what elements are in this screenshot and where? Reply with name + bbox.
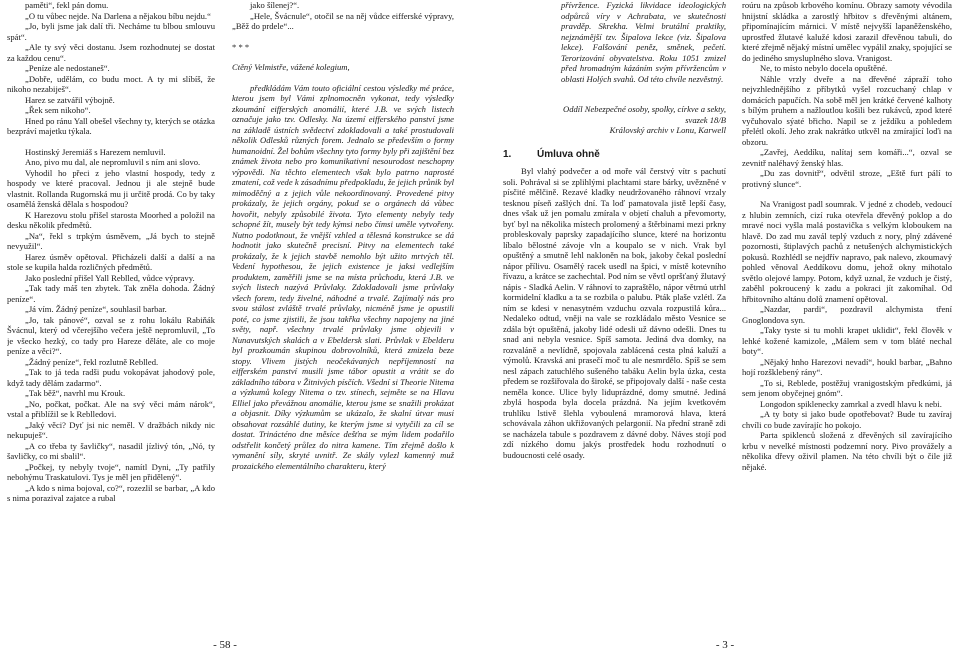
paragraph: „Nazdar, pardi“, pozdravil alchymista tření Gnoglondova syn. <box>742 304 952 325</box>
archive-entry-text: přívržence. Fyzická likvidace ideologických odpůrců víry v Achrabata, ve skutečnosti pravděp. Skrekha. Velmi brutální praktiky, nejznámější tzv. Šipalova lekce (viz. Šipalova lekce). Falšování peněz, směnek, pečetí. Terorizování obyvatelstva. Roku 1051 zmizel před hromadným kázáním svým přívržencům v oblasti Holých svahů. Od této chvíle nezvěstný. <box>561 0 726 84</box>
paragraph: Na Vranigost padl soumrak. V jedné z chodeb, vedoucí z hlubin zemních, cizí ruka otevřela dřevěný poklop a do mravé noci vyšla malá postavička s velkým kloboukem na hlavě. Do zad mu zavál teplý vzduch z nory, plný zdávené pozornosti, štiplavých pachů z netušených alchymistických pokusů. Rozhlédl se nejdřív napravo, pak nalevo, zkoumavý pohled věnoval Aeddíkovu domu, jehož okny mihotalo světlo olejové lampy. Potom, když uznal, že vzduch je čistý, zaběhl pokroucený k zadu a pokraci jít zakomíhal. Od hřbitovního altánu dolů znamení opětoval. <box>742 199 952 304</box>
right-page <box>480 0 960 656</box>
paragraph: Parta spiklenců složená z dřevěných sil zavírajícího krbu v nevelké místnosti podzemní nory. Pivo provážely a několika dřevy oživil plamen. Na této chvíli být o čile již nějaké. <box>742 430 952 472</box>
paragraph: „O tu vůbec nejde. Na Darlena a nějakou bíbu nejdu.“ <box>25 10 211 21</box>
paragraph: roúru na způsob krbového komínu. Obrazy samoty vévodila hnijstní skládka a zarostlý hřbitov s dřevěnými altánem, připomínajícím márnici. V místě nejvyšší lapaněženského, uprostřed žlutavé kalužé kdosi zarazil dřevěnou tabuli, do které zřejmě nějaký místní umělec vypálil znaky, spojující se do jediného smysluplného slova. Vranigost. <box>742 0 952 63</box>
section-divider-stars: * * * <box>232 41 250 52</box>
paragraph: Byl vlahý podvečer a od moře vál čerstvý vítr s pachutí soli. Pohrával si se zplihlými plachtami stare bárky, uvězněné v písčité mělčině. Rezavé kladky neudržovaného ráhnoví vrzaly tesknou píseň zašlých dní. Ta loď pamatovala jistě lepší časy, dnes však už jen pomalu zmírala v objetí chaluh a převomorty, byť byl na několika místech prolomený a štěrbinami mezi prkny probleskovaly paprsky zapadajícího slunce, které na horizontu líbalo bělostné závoje vln a koupalo se v nich. Vrak byl opuštěný a smutně lehl nakloněn na bok, jakoby čekal poslední nápor přílivu. Osamělý racek usedl na špici, v místě kotevního řívazu, a krátce se zachechtal. Pod ním se věvtl opršťaný žlutavý nápis - Sladká Aelin. V ráhnoví to zapraštělo, nápor větrnú utrhl kormidelní kladku a ta se rozbila o palubu. Pták plaše vzlétl. Za ním se kdesi v nenasytném vzduchu ozvala rozpustilá kůra... Nedaleko odtud, vněji na vale se rozkládalo město Vesnice se zdála být opuštěná, jakoby lidé odesli už dávno odešli. Dnes tu snad ani nebyla vesnice. Spíš samota. Jediná dva domky, na rozvaláně a nevlídně, spojovala zablácená cesta plná kaluží a výmolů. Kravská ani prasečí moč tu ale nesmrdělo. Spíš se sem nesl zápach zatuchlého sušeného tabáku Aelin byla úzka, cesta předem se rozšiřovala do široké, se připojovaly další - naše cesta neměla konce. Ulice byly liduprázdné, domy smutné. Jediná zbylá hospoda byla docela prázdná. Na jejím kvetkovém truhlíku lstivě šlehla vyboulená mramorová hlava, která schovávala záhon ukřižovaných pelargonií. Na přední straně zdi se nacházela tabule s pozdravem z dávné doby. Náves stojí pod zdí nízkého domu jakýs prostředek hodu rozhodnutí o budoucnosti celé osady. <box>503 166 726 460</box>
paragraph: Ne, to místo nebylo docela opuštěné. <box>760 63 888 73</box>
paragraph: „Na“, řekl s trpkým úsměvem, „Já bych to stejně nevyužil“. <box>7 230 215 251</box>
paragraph: „Dobře, udělám, co budu moct. A ty mi slíbíš, že nikoho nezabiješ“. <box>7 73 215 94</box>
paragraph: K Harezovu stolu přišel starosta Moorhed a položil na desku několik předmětů. <box>7 209 215 230</box>
paragraph-gap <box>232 32 454 42</box>
paragraph: „Ale ty svý věci dostanu. Jsem rozhodnutej se dostat za každou cenu“. <box>7 42 215 63</box>
paragraph-gap <box>7 137 215 147</box>
paragraph-gap <box>503 94 726 104</box>
chapter-number: 1. <box>503 148 512 160</box>
chapter-title: Úmluva ohně <box>537 148 600 160</box>
archive-citation: Oddíl Nebezpečné osoby, spolky, církve a sekty, <box>563 104 726 114</box>
paragraph: paměti“, fekl pán domu. <box>25 0 109 10</box>
paragraph: „Jo, tak pánové“, ozval se z rohu lokálu Rabiňák Švácnul, který od včerejšího večera ještě nepromluvil, „To je všecko hezký, co tady pro Hareze děláte, ale co moje peníze a věci?“. <box>7 314 215 356</box>
paragraph: Jako poslední přišel Yall Reblled, vůdce výpravy. <box>25 272 195 283</box>
paragraph: „Jo, byli jsme jak dalí tři. Necháme tu blbou smlouvu spát“. <box>7 21 215 42</box>
paragraph: „Peníze ale nedostaneš“. <box>25 63 110 73</box>
paragraph-gap <box>232 52 454 62</box>
paragraph: „Jaký věci? Dyť jsi nic neměl. V dražbách nikdy nic nekupuješ“. <box>7 419 215 440</box>
paragraph: „Hele, Švácnule“, otočil se na něj vůdce eifferské výpravy, „Běž do prdele“... <box>232 10 454 31</box>
paragraph: Harez se zatvářil výbojně. <box>25 94 115 105</box>
archive-citation: svazek 18/B <box>685 114 726 125</box>
paragraph: Hostinský Jeremiáš s Harezem nemluvil. <box>25 146 166 157</box>
paragraph: Ano, pivo mu dal, ale nepromluvil s ním ani slovo. <box>25 157 201 167</box>
paragraph: Hned po ránu Yall obešel všechny ty, kterých se otázka bezpráví majetku týkala. <box>7 115 215 136</box>
paragraph: „Tak to já teda radši pudu vokopávat jahodový pole, když tady dělám zadarmo“. <box>7 367 215 388</box>
paragraph: „A kdo s nima bojoval, co?“, rozezlil se barbar, „A kdo s nima porazival zajatce a rubal <box>7 482 215 503</box>
chapter-heading <box>503 150 726 161</box>
paragraph: „Žádný peníze“, řekl rozlutně Reblled. <box>25 356 159 367</box>
right-page-column-1 <box>503 0 726 628</box>
paragraph: „Nějaký hnho Harezovi nevadí“, houkl barbar, „Bahno hojí rozšklebený rány“. <box>742 356 952 377</box>
paragraph-gap <box>742 189 952 199</box>
paragraph: „To si, Reblede, postěžuj vranigostským předkúmi, já sem jenom obyčejnej gnóm“. <box>742 377 952 398</box>
paragraph-gap <box>503 136 726 146</box>
paragraph: Vyhodil ho přeci z jeho vlastní hospody, tedy z hospody ve které pracoval. Jednou ji ale stejně bude vlastnit. Rollanda Rugornská mu ji určitě prodá. Co by taky osamělá ženská dělala s hospodou? <box>7 167 215 209</box>
paragraph: „A co třeba ty šavličky“, nasadil jízlivý tón, „Nó, ty šavličky, co mi sbalil“. <box>7 440 215 461</box>
paragraph: jako šílenej?“. <box>250 0 300 10</box>
paragraph: „Já vím. Žádný peníze“, souhlasil barbar. <box>25 304 167 314</box>
right-page-column-2 <box>742 0 952 628</box>
paragraph: „Počkej, ty nebyly tvoje“, namítl Dyni, „Ty patřily nebohýmu Traskatulovi. Tys je měl jen přidělený“. <box>7 461 215 482</box>
archive-citation: Královský archiv v Lonu, Karwell <box>609 125 726 135</box>
left-page-column-1 <box>7 0 215 628</box>
paragraph-gap <box>503 84 726 94</box>
letter-paragraph: předkládám Vám touto oficiální cestou výsledky mé práce, kterou jsem byl Vámi zplnomocněn vykonat, tedy výsledky zkoumání eifferských anomálií, které J.B. ve svých listech označuje jako tzv. Odlesky. Na území eifferského panství jsme na základě ústních svědectví zdokladovali a také prostudovali několik Odlesků různých forem. Jednalo se především o formy humanoidní. Žel bohům všechny tyto formy byly při zajištění bez známek života nebo pro komunikativní nesourodost neschopny výpovědi. Na těchto elementech však bylo patrno naprosté zmatení, což vede k zásadnímu předpokladu, že jejich průnik byl mimoděčný a z jejich vůle nekoordinovaný. Provedené pitvy prokázaly, že jejich orgány, pokud se o orgánech dá vůbec hovořit, nebyly způsobilé života. Tyto elementy nebyly tedy schopné žít, musely být tedy kýmsi nebo čímsi uměle vytvořeny. Nutno podotknout, že vnější vzhled a tělesná konstrukce se dá hodnotit jako skutečně precisní. Pitvy na elementech také prokázaly, že k jejich stavbě nemohlo být užito mrtvých těl. Vedení hypothesou, že jejich existence je jaksi vedlejším produktem, zaměřili jsme se na místa průchodu, která J.B. ve svých listech nazývá Průvlaky. Zdokladovali jsme průvlaky všech forem, tedy živelné, náhodné a trvalé. Zajímalý nás pro svou stálost zvláště trvalé průvlaky, nicméně jsme je opustili poté, co jsme zjistili, že jsou takřka všechny napojeny na jiné světy, např. všechny trvalé průvlaky jsme objevili v Nunavutských skalách a v Ebeldersk slati. Průvlak v Ebelderu byl prozkoumán skupinou dobrovolníků, která zmizela beze stopy. Vlivem jistých neočekávaných nepříjemností na eifferském panství musili jsme tábor opustit a vrátit se do základního tábora v Žitnivých písčích. Všední si Theorie Nitema a výzkumů kolegy Nitema o tzv. stínech, sejměte se na Hlavu Elliel jako převážnou anomálie, kterou jsme se snažili prokázat a objasnit. Díky výzkumům se ukázalo, že skalní útvar musí obsahovat rozsáhlé dutiny, ke kterým jsme si vytyčili za cíl se dostat. Trinácténo dne měsíce dešťna se mým lidem podařilo odstřelit končetý průlez do nitra kamene. Tím zřejmě došlo k vymanění síly, skryté uvnitř. Ze skály vylezl kamenný muž prozaického elementálního charakteru, který <box>232 82 454 471</box>
paragraph: „Taky tyste si tu mohli krapet uklidit“, řekl člověk v lehké kožené kamizole, „Málem sem v tom bláté nechal boty“. <box>742 325 952 356</box>
paragraph: „Řek sem nikoho“. <box>25 105 91 115</box>
paragraph: „Tak běž“, navrhl mu Krouk. <box>25 388 126 398</box>
paragraph: „Zavřej, Aeddíku, nalítaj sem komáři...“, ozval se zevnitř naléhavý ženský hlas. <box>742 147 952 168</box>
letter-salutation: Ctěný Velmistře, vážené kolegium, <box>232 62 350 72</box>
right-page-number: - 3 - <box>715 639 735 651</box>
left-page-number: - 58 - <box>213 639 237 651</box>
left-page-column-2 <box>232 0 454 628</box>
paragraph: „A ty boty si jako bude opotřebovat? Bude tu zavíraj chvíli co bude zavírajíc ho pokojo. <box>742 409 952 430</box>
paragraph: „No, počkat, počkat. Ale na svý věci mám nárok“, vstal a přiblížil se k Reblledovi. <box>7 398 215 419</box>
paragraph: Harez úsměv opětoval. Přicházeli další a další a na stole se kupila halda rozličných předmětů. <box>7 251 215 272</box>
paragraph: „Tak tady máš ten zbytek. Tak zněla dohoda. Žádný peníze“. <box>7 283 215 304</box>
paragraph: Longodon spiklenecky zamrkal a zvedl hlavu k nebi. <box>760 398 942 409</box>
paragraph-gap <box>232 73 454 83</box>
paragraph: Náhle vrzly dveře a na dřevěné zápraží toho nejvzhlednějšího z příbytků vyšel rozcuchaný chlap v domácích papučích. Na sobě měl jen krátké červené kalhoty s bílým pruhem a nažloutlou košili bez rukávců, zpod které vyčuhovalo sýaté břicho. Napil se z ježdíku a pohledem přelétl okolí. Jeho zrak nakrátko utkvěl na zmírající loďi na obzoru. <box>742 73 952 147</box>
paragraph: „Du zas dovnitř“, odvětil stroze, „Eště furt pálí to protivný slunce“. <box>742 168 952 189</box>
